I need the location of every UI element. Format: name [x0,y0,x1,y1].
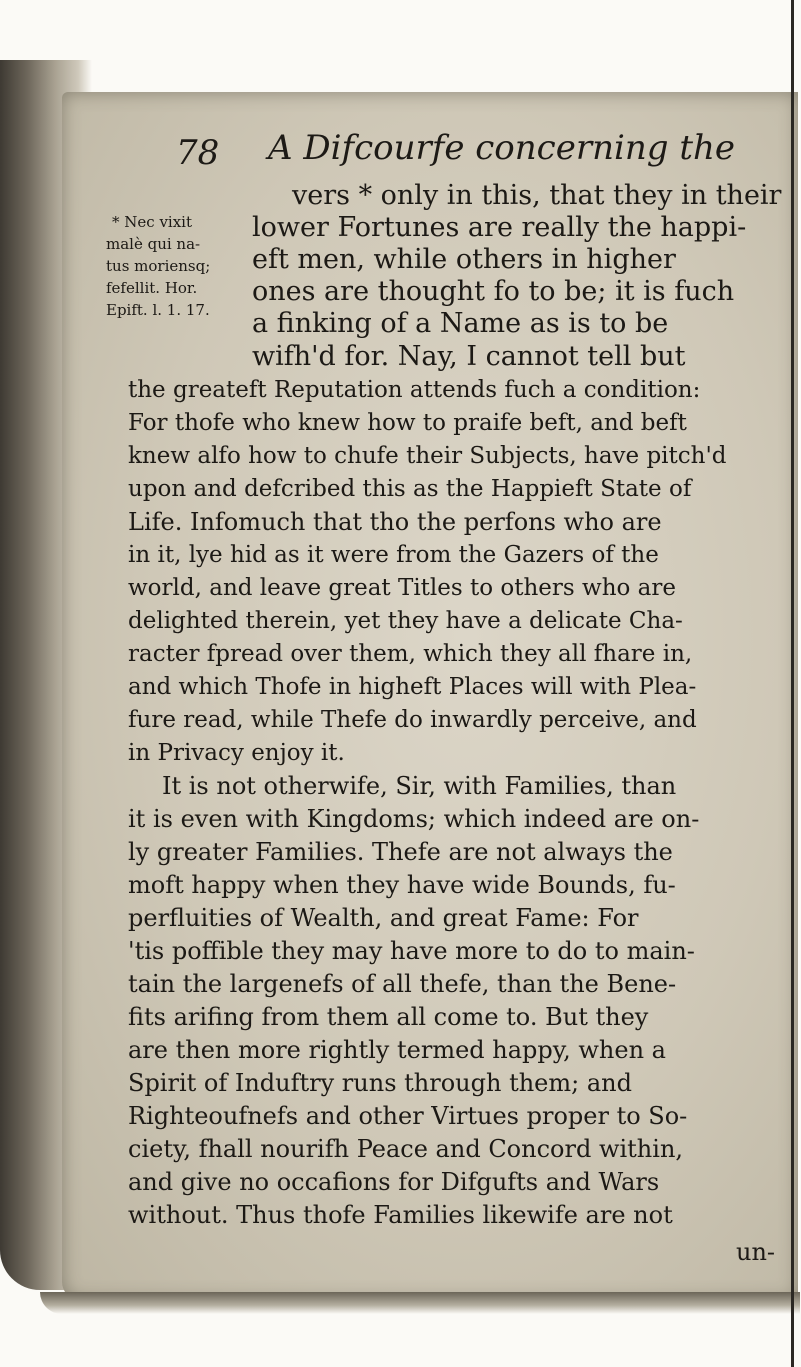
right-border-line [791,0,794,1367]
text-line: ly greater Families. Thefe are not always the [128,838,673,866]
text-line: and which Thofe in higheft Places will with Plea- [128,674,697,700]
text-line: knew alfo how to chufe their Subjects, have pitch'd [128,443,727,469]
text-line: fure read, while Thefe do inwardly perceive, and [128,707,697,733]
text-line: perfluities of Wealth, and great Fame: For [128,904,639,932]
text-line: in it, lye hid as it were from the Gazers of the [128,542,659,568]
marginal-note-line: Epift. l. 1. 17. [106,301,210,319]
text-line: in Privacy enjoy it. [128,740,345,766]
marginal-note-line: fefellit. Hor. [106,279,198,297]
text-line: are then more rightly termed happy, when a [128,1036,666,1064]
text-line: fits arifing from them all come to. But they [128,1003,649,1031]
text-line: moft happy when they have wide Bounds, fu- [128,871,676,899]
marginal-note-line: malè qui na- [106,235,201,253]
text-line: delighted therein, yet they have a delicate Cha- [128,608,683,634]
text-line: the greateft Reputation attends fuch a condition: [128,377,701,403]
text-line: tain the largenefs of all thefe, than the Bene- [128,970,677,998]
text-line: wifh'd for. Nay, I cannot tell but [252,341,686,372]
text-line: Spirit of Induftry runs through them; and [128,1069,632,1097]
text-line: upon and defcribed this as the Happieft State of [128,476,692,502]
text-line: It is not otherwife, Sir, with Families, than [162,772,677,800]
catchword: un- [736,1238,776,1266]
text-line: Life. Infomuch that tho the perfons who are [128,508,662,536]
running-title: A Difcourfe concerning the [268,128,736,168]
page-number: 78 [176,133,220,173]
text-line: Righteoufnefs and other Virtues proper to So- [128,1102,688,1130]
text-line: and give no occafions for Difgufts and Wars [128,1168,660,1196]
text-line: For thofe who knew how to praife beft, and beft [128,410,687,436]
text-line: lower Fortunes are really the happi- [252,212,747,243]
text-line: a finking of a Name as is to be [252,308,669,339]
text-line: without. Thus thofe Families likewife are not [128,1201,673,1229]
text-line: it is even with Kingdoms; which indeed are on- [128,805,700,833]
text-line: eft men, while others in higher [252,244,676,275]
page-bottom-shadow [40,1292,800,1314]
marginal-note-line: * Nec vixit [112,213,192,231]
text-line: racter fpread over them, which they all fhare in, [128,641,693,667]
text-line: 'tis poffible they may have more to do to main- [128,937,695,965]
text-line: world, and leave great Titles to others who are [128,575,677,601]
text-line: vers * only in this, that they in their [292,180,782,211]
text-line: ones are thought fo to be; it is fuch [252,276,735,307]
marginal-note-line: tus moriensq; [106,257,211,275]
text-line: ciety, fhall nourifh Peace and Concord within, [128,1135,684,1163]
